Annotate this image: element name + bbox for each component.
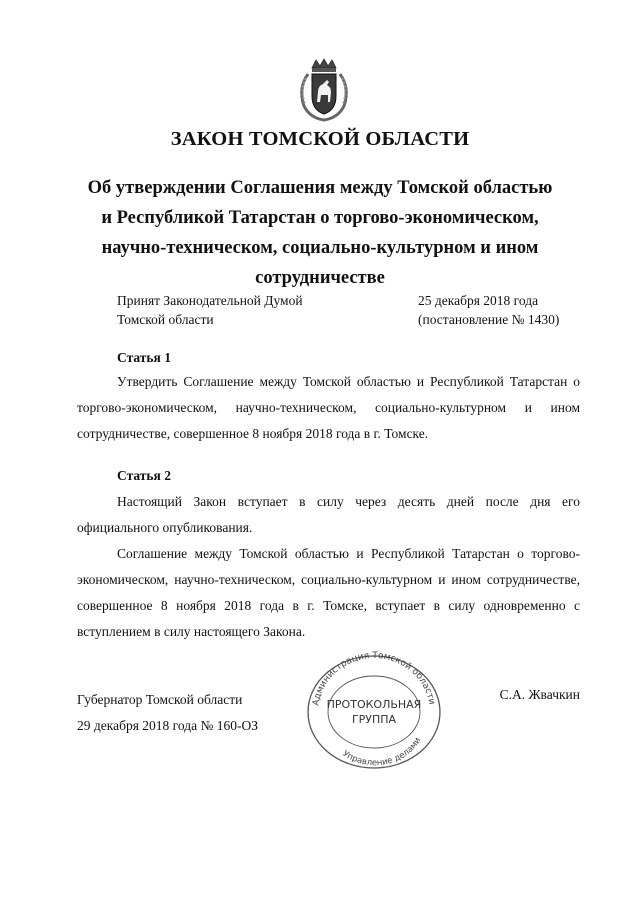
document-title-line: научно-техническом, социально-культурном и ином (101, 238, 539, 258)
article-paragraph: Настоящий Закон вступает в силу через десять дней после дня его официального опубликования. (77, 494, 580, 535)
adoption-body (117, 291, 303, 329)
article-1-heading: Статья 1 (117, 350, 171, 365)
adoption-body-line: Томской области (117, 312, 214, 327)
signatory-position: Губернатор Томской области (77, 692, 243, 707)
stamp-outer-bottom-text: Управление делами (340, 735, 424, 769)
official-stamp (300, 650, 446, 770)
document-title-line: Об утверждении Соглашения между Томской областью (87, 178, 553, 198)
adoption-date-line: 25 декабря 2018 года (418, 293, 539, 308)
tomsk-coat-of-arms-icon (296, 58, 352, 122)
signatory-name: С.А. Жвачкин (499, 687, 580, 702)
article-1-body (77, 369, 580, 447)
document-title (60, 173, 580, 293)
article-paragraph: Соглашение между Томской областью и Республикой Татарстан о торгово-экономическом, научно-техническом, социально-культурном и ином сотрудничестве, совершенное 8 ноября 2018 года в г. Томске, вступает в силу одновременно с вступлением в силу настоящего Закона. (77, 546, 580, 639)
adoption-date (418, 291, 559, 329)
law-date-number: 29 декабря 2018 года № 160-ОЗ (77, 718, 258, 733)
stamp-center-line: ГРУППА (351, 713, 397, 726)
signature-block (77, 687, 258, 739)
adoption-resolution-line: (постановление № 1430) (418, 312, 560, 327)
article-2-heading: Статья 2 (117, 468, 171, 483)
stamp-center-line: ПРОТОКОЛЬНАЯ (326, 698, 422, 711)
article-paragraph: Утвердить Соглашение между Томской областью и Республикой Татарстан о торгово-экономическом, научно-техническом, социально-культурном и ином сотрудничестве, совершенное 8 ноября 2018 года в г. Томске. (77, 374, 580, 441)
stamp-outer-top-text: Администрация Томской области (311, 650, 437, 707)
article-2-body (77, 489, 580, 645)
document-title-line: и Республикой Татарстан о торгово-экономическом, (101, 208, 539, 228)
law-title: ЗАКОН ТОМСКОЙ ОБЛАСТИ (170, 128, 470, 150)
adoption-body-line: Принят Законодательной Думой (117, 293, 303, 308)
document-title-line: сотрудничестве (255, 268, 385, 288)
